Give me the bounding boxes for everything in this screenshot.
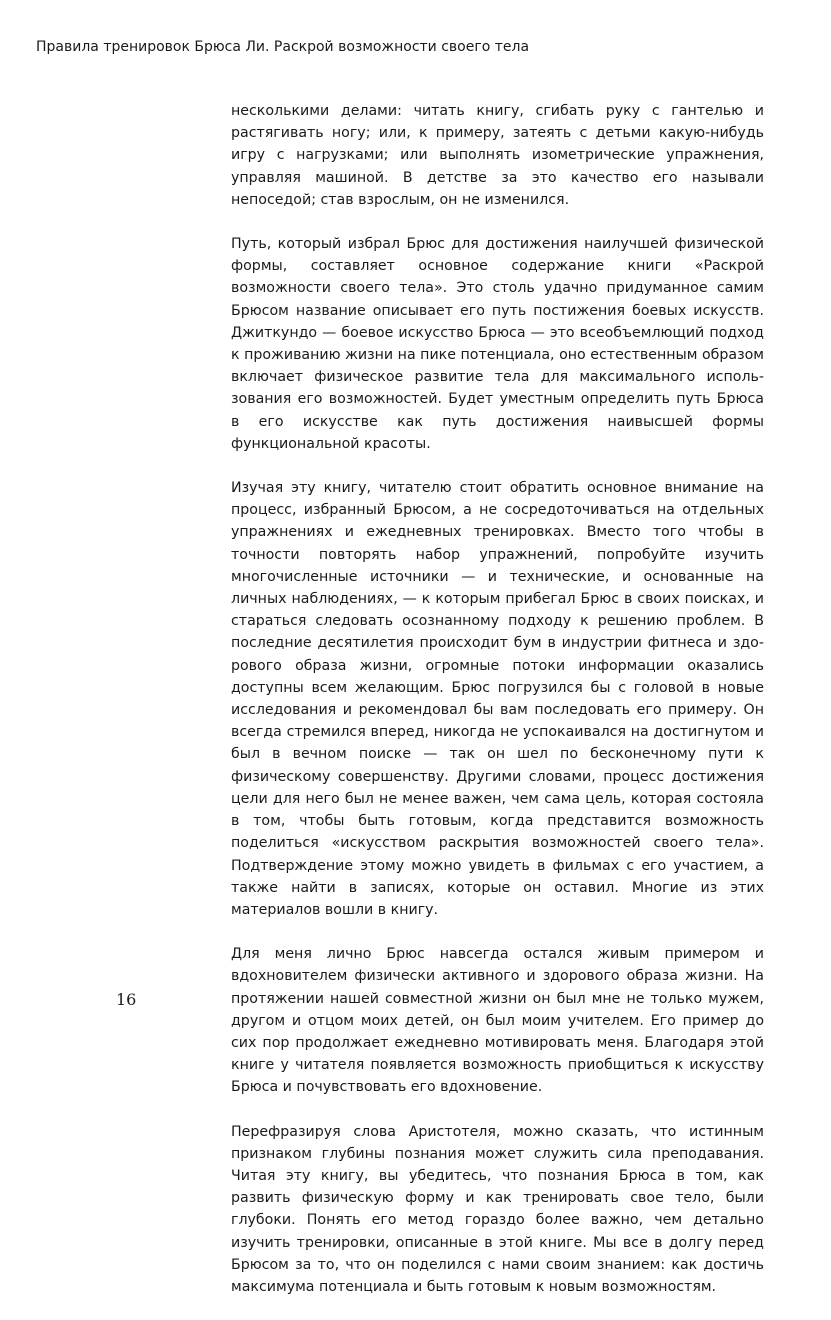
paragraph: Перефразируя слова Аристотеля, можно сказать, что истинным признаком глубины познания может служить сила преподавания. Читая эту книгу, вы убедитесь, что познания Брюса в том, как развить физическую форму и как тренировать свое тело, были глубоки. Понять его метод гораздо более важно, чем детально изучить тренировки, описанные в этой книге. Мы все в долгу перед Брюсом за то, что он поделился с нами своим знанием: как достичь максимума потенциала и быть готовым к новым возможностям. xyxy=(231,1123,764,1295)
page-number: 16 xyxy=(116,990,137,1009)
paragraph: несколькими делами: читать книгу, сгибать руку с гантелью и растягивать ногу; или, к примеру, затеять с детьми какую-нибудь игру с нагрузками; или выполнять изометрические упражнения, управляя машиной. В детстве за это качество его называли непоседой; став взрослым, он не изменился. xyxy=(231,103,764,208)
running-header: Правила тренировок Брюса Ли. Раскрой возможности своего тела xyxy=(36,39,530,55)
body-text xyxy=(231,100,764,1320)
paragraph: Изучая эту книгу, читателю стоит обратить основное внимание на процесс, избранный Брюсом, а не сосредоточиваться на отдельных упражнениях и ежедневных тренировках. Вместо того чтобы в точности повторять набор упражнений, попробуйте изучить многочисленные источники — и технические, и основанные на личных наблюдениях, — к которым прибегал Брюс в своих поисках, и стараться следовать осознанному подходу к решению проблем. В последние десятилетия происходит бум в индустрии фитнеса и здорового образа жизни, огромные потоки информации оказались доступны всем желающим. Брюс погрузился бы с головой в новые исследования и рекомендовал бы вам последовать его примеру. Он всегда стремился вперед, никогда не успокаивался на достигнутом и был в вечном поиске — так он шел по бесконечному пути к физическому совершенству. Другими словами, процесс достижения цели для него был не менее важен, чем сама цель, которая состояла в том, чтобы быть готовым, когда представится возможность поделиться «искусством раскрытия возможностей своего тела». Подтверждение этому можно увидеть в фильмах с его участием, а также найти в записях, которые он оставил. Многие из этих материалов вошли в книгу. xyxy=(231,480,764,918)
paragraph: Путь, который избрал Брюс для достижения наилучшей физической формы, составляет основное содержание книги «Раскрой возможности своего тела». Это столь удачно придуманное самим Брюсом название описывает его путь постижения боевых искусств. Джиткундо — боевое искусство Брюса — это всеобъемлющий подход к проживанию жизни на пике потенциала, оно естественным образом включает физическое развитие тела для максимального использования его возможностей. Будет уместным определить путь Брюса в его искусстве как путь достижения наивысшей формы функциональной красоты. xyxy=(231,236,764,452)
paragraph: Для меня лично Брюс навсегда остался живым примером и вдохновителем физически активного и здорового образа жизни. На протяжении нашей совместной жизни он был мне не только мужем, другом и отцом моих детей, он был моим учителем. Его пример до сих пор продолжает ежедневно мотивировать меня. Благодаря этой книге у читателя появляется возможность приобщиться к искусству Брюса и почувствовать его вдохновение. xyxy=(231,946,764,1096)
